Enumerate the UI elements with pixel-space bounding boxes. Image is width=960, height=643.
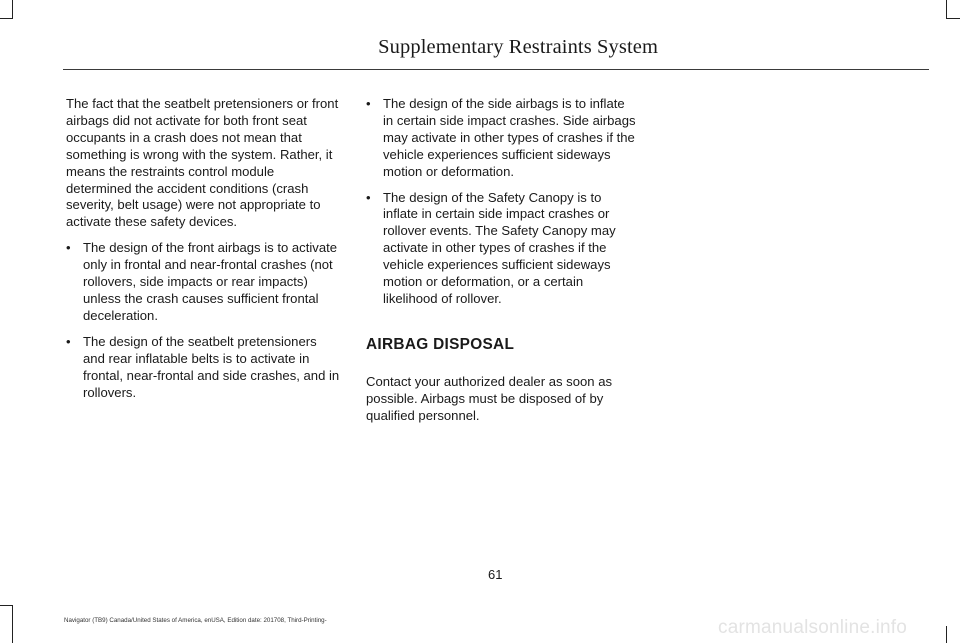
bullet-text: The design of the seatbelt pretensioners and rear inflatable belts is to activate in frontal, near-frontal and side crashes, and in rollovers. (83, 333, 340, 400)
bullet-item-side-airbags (366, 96, 636, 181)
crop-mark-top-right-horizontal (946, 18, 960, 19)
bullet-item-seatbelt-pretensioners (66, 334, 342, 402)
section-heading-airbag-disposal: AIRBAG DISPOSAL (366, 335, 515, 353)
crop-mark-top-left-vertical (12, 0, 13, 18)
crop-mark-top-left-horizontal (0, 18, 13, 19)
crop-mark-bottom-left-horizontal (0, 605, 13, 606)
page-title: Supplementary Restraints System (378, 36, 658, 58)
edition-footer: Navigator (TB9) Canada/United States of America, enUSA, Edition date: 201708, Third-Printing- (64, 617, 327, 624)
bullet-item-front-airbags (66, 240, 342, 325)
airbag-disposal-paragraph: Contact your authorized dealer as soon as possible. Airbags must be disposed of by qualified personnel. (366, 373, 613, 423)
title-divider (63, 69, 929, 70)
bullet-icon: • (66, 240, 71, 256)
bullet-icon: • (66, 333, 71, 349)
crop-mark-bottom-right-vertical (946, 626, 947, 643)
bullet-item-safety-canopy (366, 190, 636, 308)
watermark: carmanualsonline.info (718, 617, 908, 638)
right-column (366, 96, 636, 425)
bullet-text: The design of the Safety Canopy is to inflate in certain side impact crashes or rollover events. The Safety Canopy may activate in other types of crashes if the vehicle experiences sufficient sideways motion or deformation, or a certain likelihood of rollover. (383, 189, 616, 306)
crop-mark-bottom-left-vertical (12, 605, 13, 643)
crop-mark-top-right-vertical (946, 0, 947, 18)
bullet-icon: • (366, 96, 371, 111)
left-column (66, 96, 342, 401)
bullet-icon: • (366, 189, 371, 205)
bullet-text: The design of the side airbags is to inflate in certain side impact crashes. Side airbags may activate in other types of crashes if the vehicle experiences sufficient sideways motion or deformation. (383, 96, 636, 179)
intro-paragraph: The fact that the seatbelt pretensioners or front airbags did not activate for both front seat occupants in a crash does not mean that something is wrong with the system. Rather, it means the restraints control module determined the accident conditions (crash severity, belt usage) were not appropriate to activate these safety devices. (66, 96, 339, 230)
bullet-text: The design of the front airbags is to activate only in frontal and near-frontal crashes (not rollovers, side impacts or rear impacts) unless the crash causes sufficient frontal deceleration. (83, 240, 338, 323)
page-number: 61 (488, 567, 503, 582)
